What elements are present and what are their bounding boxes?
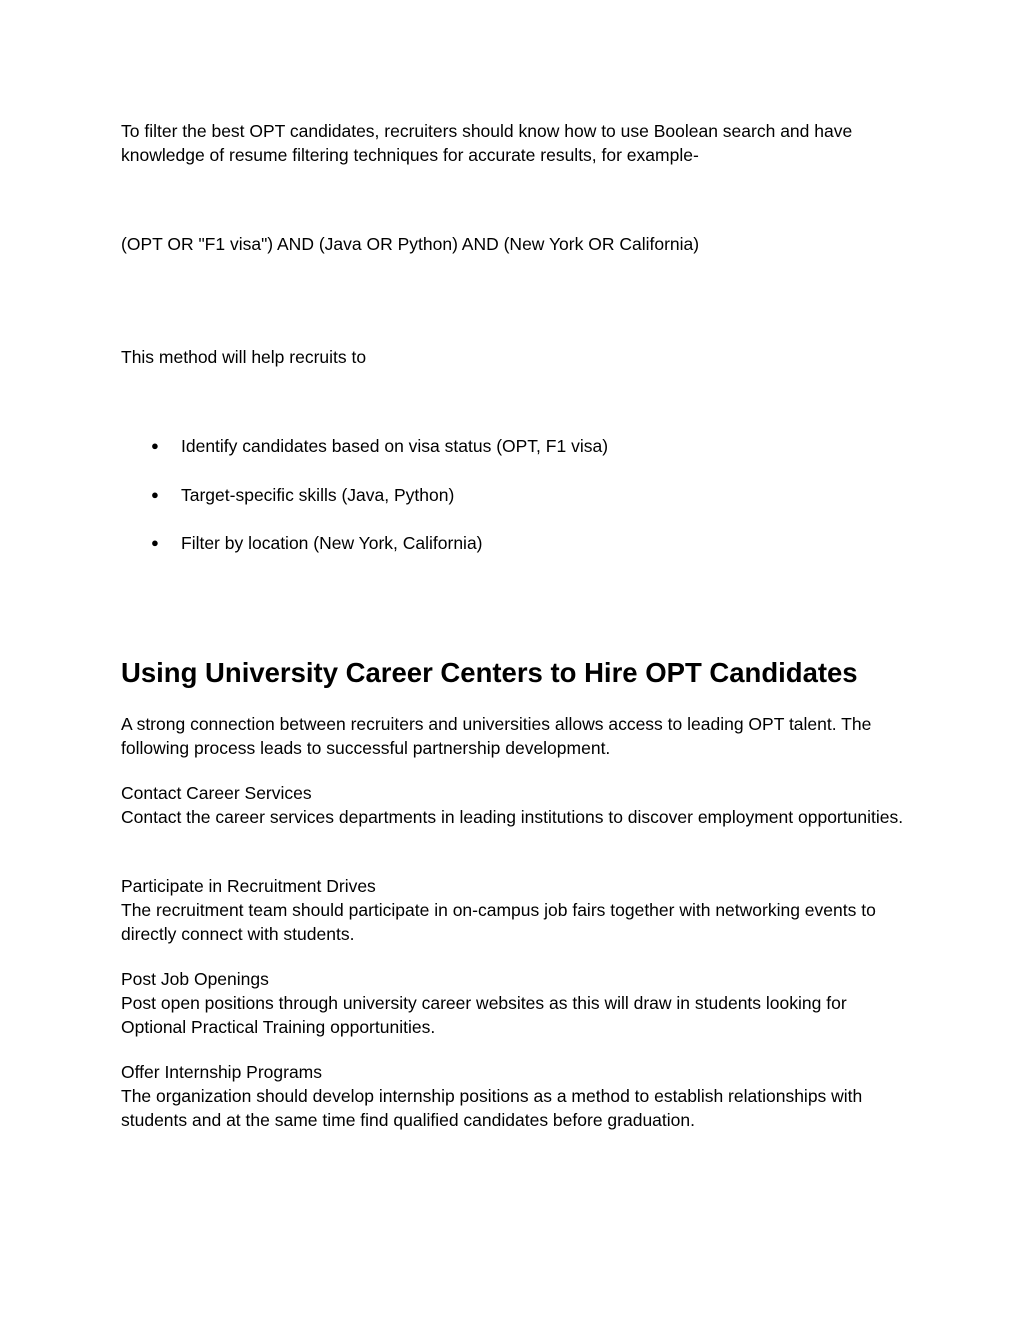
step-title: Offer Internship Programs bbox=[121, 1062, 323, 1082]
step-body: Contact the career services departments in leading institutions to discover employment opportunities. bbox=[121, 807, 904, 827]
bullet-icon: ● bbox=[151, 535, 159, 550]
step-recruitment-drives bbox=[121, 874, 911, 946]
list-item bbox=[121, 531, 911, 555]
step-post-job-openings bbox=[121, 967, 911, 1039]
bullet-icon: ● bbox=[151, 438, 159, 453]
step-contact-career-services bbox=[121, 781, 911, 829]
step-internship-programs bbox=[121, 1060, 911, 1132]
list-item bbox=[121, 434, 911, 458]
list-item bbox=[121, 483, 911, 507]
section-heading: Using University Career Centers to Hire OPT Candidates bbox=[121, 657, 858, 688]
bullet-icon: ● bbox=[151, 486, 159, 502]
step-title: Contact Career Services bbox=[121, 783, 312, 803]
method-intro-text: This method will help recruits to bbox=[121, 347, 367, 367]
intro-paragraph: To filter the best OPT candidates, recruiters should know how to use Boolean search and have knowledge of resume filtering techniques for accurate results, for example- bbox=[121, 121, 853, 165]
step-body: The organization should develop internship positions as a method to establish relationships with students and at the same time find qualified candidates before graduation. bbox=[121, 1086, 863, 1130]
list-item-text: Target-specific skills (Java, Python) bbox=[181, 484, 455, 505]
step-body: Post open positions through university career websites as this will draw in students looking for Optional Practical Training opportunities. bbox=[121, 993, 847, 1037]
list-item-text: Filter by location (New York, California) bbox=[181, 533, 483, 553]
step-body: The recruitment team should participate in on-campus job fairs together with networking events to directly connect with students. bbox=[121, 900, 876, 944]
list-item-text: Identify candidates based on visa status (OPT, F1 visa) bbox=[181, 436, 609, 456]
benefits-list bbox=[121, 434, 911, 580]
section-lead-paragraph: A strong connection between recruiters and universities allows access to leading OPT talent. The following process leads to successful partnership development. bbox=[121, 714, 872, 758]
step-title: Post Job Openings bbox=[121, 969, 269, 989]
boolean-query-example: (OPT OR "F1 visa") AND (Java OR Python) AND (New York OR California) bbox=[121, 234, 700, 254]
step-title: Participate in Recruitment Drives bbox=[121, 876, 376, 896]
